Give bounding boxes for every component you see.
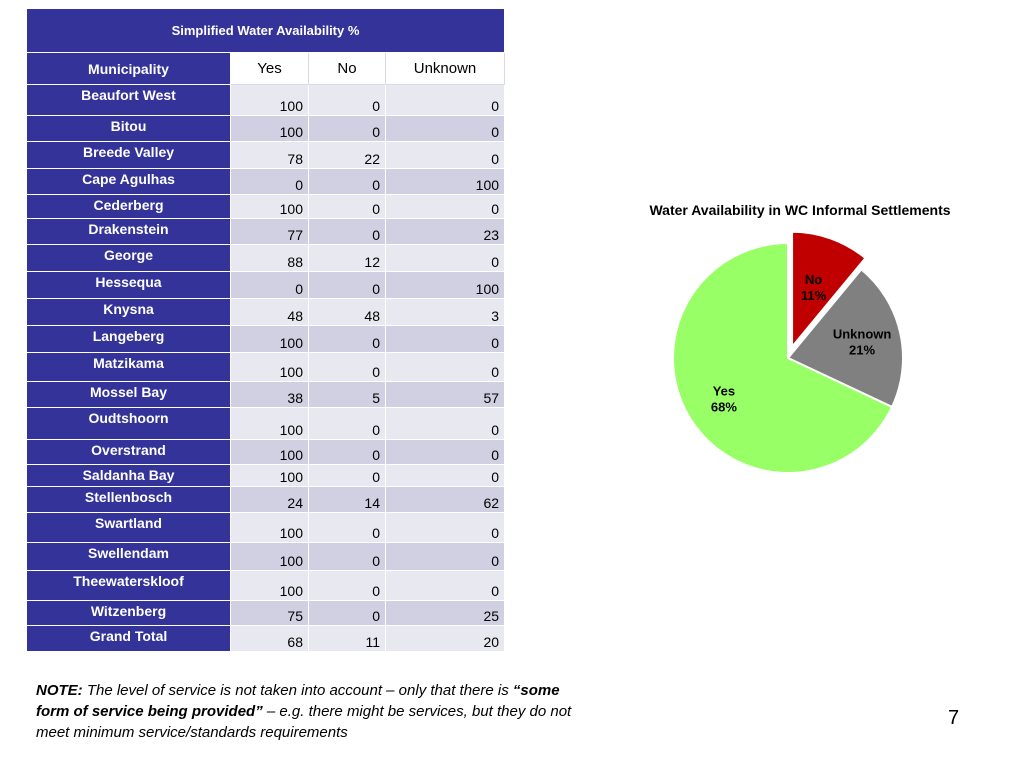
note-emphasis: “some form of service being provided” — [36, 682, 560, 720]
header-unknown: Unknown — [386, 53, 505, 85]
header-no: No — [309, 53, 386, 85]
yes-cell: 0 — [231, 272, 309, 299]
table-row — [27, 353, 505, 382]
municipality-cell: Stellenbosch — [27, 487, 231, 513]
table-row — [27, 245, 505, 272]
table-row — [27, 142, 505, 169]
table-row — [27, 299, 505, 326]
unknown-cell: 0 — [386, 513, 505, 543]
table-row — [27, 440, 505, 465]
municipality-cell: Bitou — [27, 116, 231, 142]
municipality-cell: Langeberg — [27, 326, 231, 353]
unknown-cell: 0 — [386, 326, 505, 353]
yes-cell: 100 — [231, 85, 309, 116]
unknown-cell: 20 — [386, 626, 505, 652]
yes-cell: 100 — [231, 440, 309, 465]
no-cell: 12 — [309, 245, 386, 272]
yes-cell: 68 — [231, 626, 309, 652]
yes-cell: 77 — [231, 219, 309, 245]
unknown-cell: 0 — [386, 142, 505, 169]
municipality-cell: Cape Agulhas — [27, 169, 231, 195]
yes-cell: 100 — [231, 513, 309, 543]
pie-label-unknown: Unknown — [832, 326, 892, 342]
table-row — [27, 326, 505, 353]
municipality-cell: Swellendam — [27, 543, 231, 571]
yes-cell: 100 — [231, 543, 309, 571]
unknown-cell: 0 — [386, 195, 505, 219]
note-text-1: The level of service is not taken into account – only that there is — [82, 682, 513, 699]
pie-pct-yes: 68% — [710, 399, 737, 415]
header-municipality: Municipality — [27, 53, 231, 85]
unknown-cell: 0 — [386, 440, 505, 465]
pie-label-yes: Yes — [712, 383, 736, 399]
table-row — [27, 626, 505, 652]
table-body — [27, 85, 505, 652]
yes-cell: 88 — [231, 245, 309, 272]
table-row — [27, 543, 505, 571]
note-text — [36, 680, 596, 743]
unknown-cell: 23 — [386, 219, 505, 245]
table-row — [27, 85, 505, 116]
no-cell: 0 — [309, 513, 386, 543]
municipality-cell: George — [27, 245, 231, 272]
yes-cell: 100 — [231, 353, 309, 382]
table-row — [27, 169, 505, 195]
yes-cell: 0 — [231, 169, 309, 195]
pie-label-no: No — [804, 272, 823, 288]
no-cell: 0 — [309, 408, 386, 440]
yes-cell: 100 — [231, 326, 309, 353]
yes-cell: 100 — [231, 408, 309, 440]
municipality-cell: Oudtshoorn — [27, 408, 231, 440]
municipality-cell: Drakenstein — [27, 219, 231, 245]
yes-cell: 48 — [231, 299, 309, 326]
yes-cell: 100 — [231, 465, 309, 487]
no-cell: 0 — [309, 169, 386, 195]
table-row — [27, 601, 505, 626]
table-row — [27, 465, 505, 487]
no-cell: 0 — [309, 219, 386, 245]
table-row — [27, 487, 505, 513]
table-row — [27, 219, 505, 245]
yes-cell: 75 — [231, 601, 309, 626]
table-row — [27, 272, 505, 299]
unknown-cell: 0 — [386, 465, 505, 487]
yes-cell: 100 — [231, 571, 309, 601]
no-cell: 0 — [309, 571, 386, 601]
unknown-cell: 62 — [386, 487, 505, 513]
yes-cell: 24 — [231, 487, 309, 513]
municipality-cell: Swartland — [27, 513, 231, 543]
no-cell: 0 — [309, 116, 386, 142]
no-cell: 48 — [309, 299, 386, 326]
municipality-cell: Saldanha Bay — [27, 465, 231, 487]
municipality-cell: Witzenberg — [27, 601, 231, 626]
municipality-cell: Theewaterskloof — [27, 571, 231, 601]
page-number: 7 — [948, 707, 960, 729]
municipality-cell: Cederberg — [27, 195, 231, 219]
no-cell: 0 — [309, 353, 386, 382]
unknown-cell: 0 — [386, 571, 505, 601]
table-row — [27, 408, 505, 440]
table-row — [27, 195, 505, 219]
pie-pct-unknown: 21% — [849, 342, 876, 358]
yes-cell: 100 — [231, 195, 309, 219]
table-row — [27, 382, 505, 408]
municipality-cell: Breede Valley — [27, 142, 231, 169]
table-row — [27, 116, 505, 142]
unknown-cell: 0 — [386, 85, 505, 116]
table-row — [27, 513, 505, 543]
unknown-cell: 0 — [386, 543, 505, 571]
municipality-cell: Matzikama — [27, 353, 231, 382]
unknown-cell: 0 — [386, 245, 505, 272]
pie-chart — [660, 228, 920, 488]
note-prefix: NOTE: — [36, 682, 83, 699]
chart-title: Water Availability in WC Informal Settlements — [649, 202, 951, 218]
no-cell: 22 — [309, 142, 386, 169]
municipality-cell: Grand Total — [27, 626, 231, 652]
no-cell: 0 — [309, 440, 386, 465]
unknown-cell: 57 — [386, 382, 505, 408]
municipality-cell: Hessequa — [27, 272, 231, 299]
no-cell: 0 — [309, 85, 386, 116]
unknown-cell: 0 — [386, 116, 505, 142]
no-cell: 11 — [309, 626, 386, 652]
unknown-cell: 0 — [386, 353, 505, 382]
no-cell: 0 — [309, 195, 386, 219]
header-yes: Yes — [231, 53, 309, 85]
unknown-cell: 100 — [386, 272, 505, 299]
municipality-cell: Mossel Bay — [27, 382, 231, 408]
no-cell: 5 — [309, 382, 386, 408]
unknown-cell: 25 — [386, 601, 505, 626]
unknown-cell: 3 — [386, 299, 505, 326]
pie-pct-no: 11% — [800, 288, 827, 304]
table-row — [27, 571, 505, 601]
no-cell: 14 — [309, 487, 386, 513]
no-cell: 0 — [309, 601, 386, 626]
no-cell: 0 — [309, 543, 386, 571]
table-title: Simplified Water Availability % — [27, 9, 505, 53]
no-cell: 0 — [309, 272, 386, 299]
water-availability-table — [26, 8, 504, 652]
yes-cell: 38 — [231, 382, 309, 408]
yes-cell: 78 — [231, 142, 309, 169]
municipality-cell: Knysna — [27, 299, 231, 326]
unknown-cell: 100 — [386, 169, 505, 195]
unknown-cell: 0 — [386, 408, 505, 440]
no-cell: 0 — [309, 465, 386, 487]
no-cell: 0 — [309, 326, 386, 353]
note-text-2: – e.g. there might be services, but they do not meet minimum service/standards requirements — [36, 703, 572, 741]
municipality-cell: Overstrand — [27, 440, 231, 465]
yes-cell: 100 — [231, 116, 309, 142]
municipality-cell: Beaufort West — [27, 85, 231, 116]
